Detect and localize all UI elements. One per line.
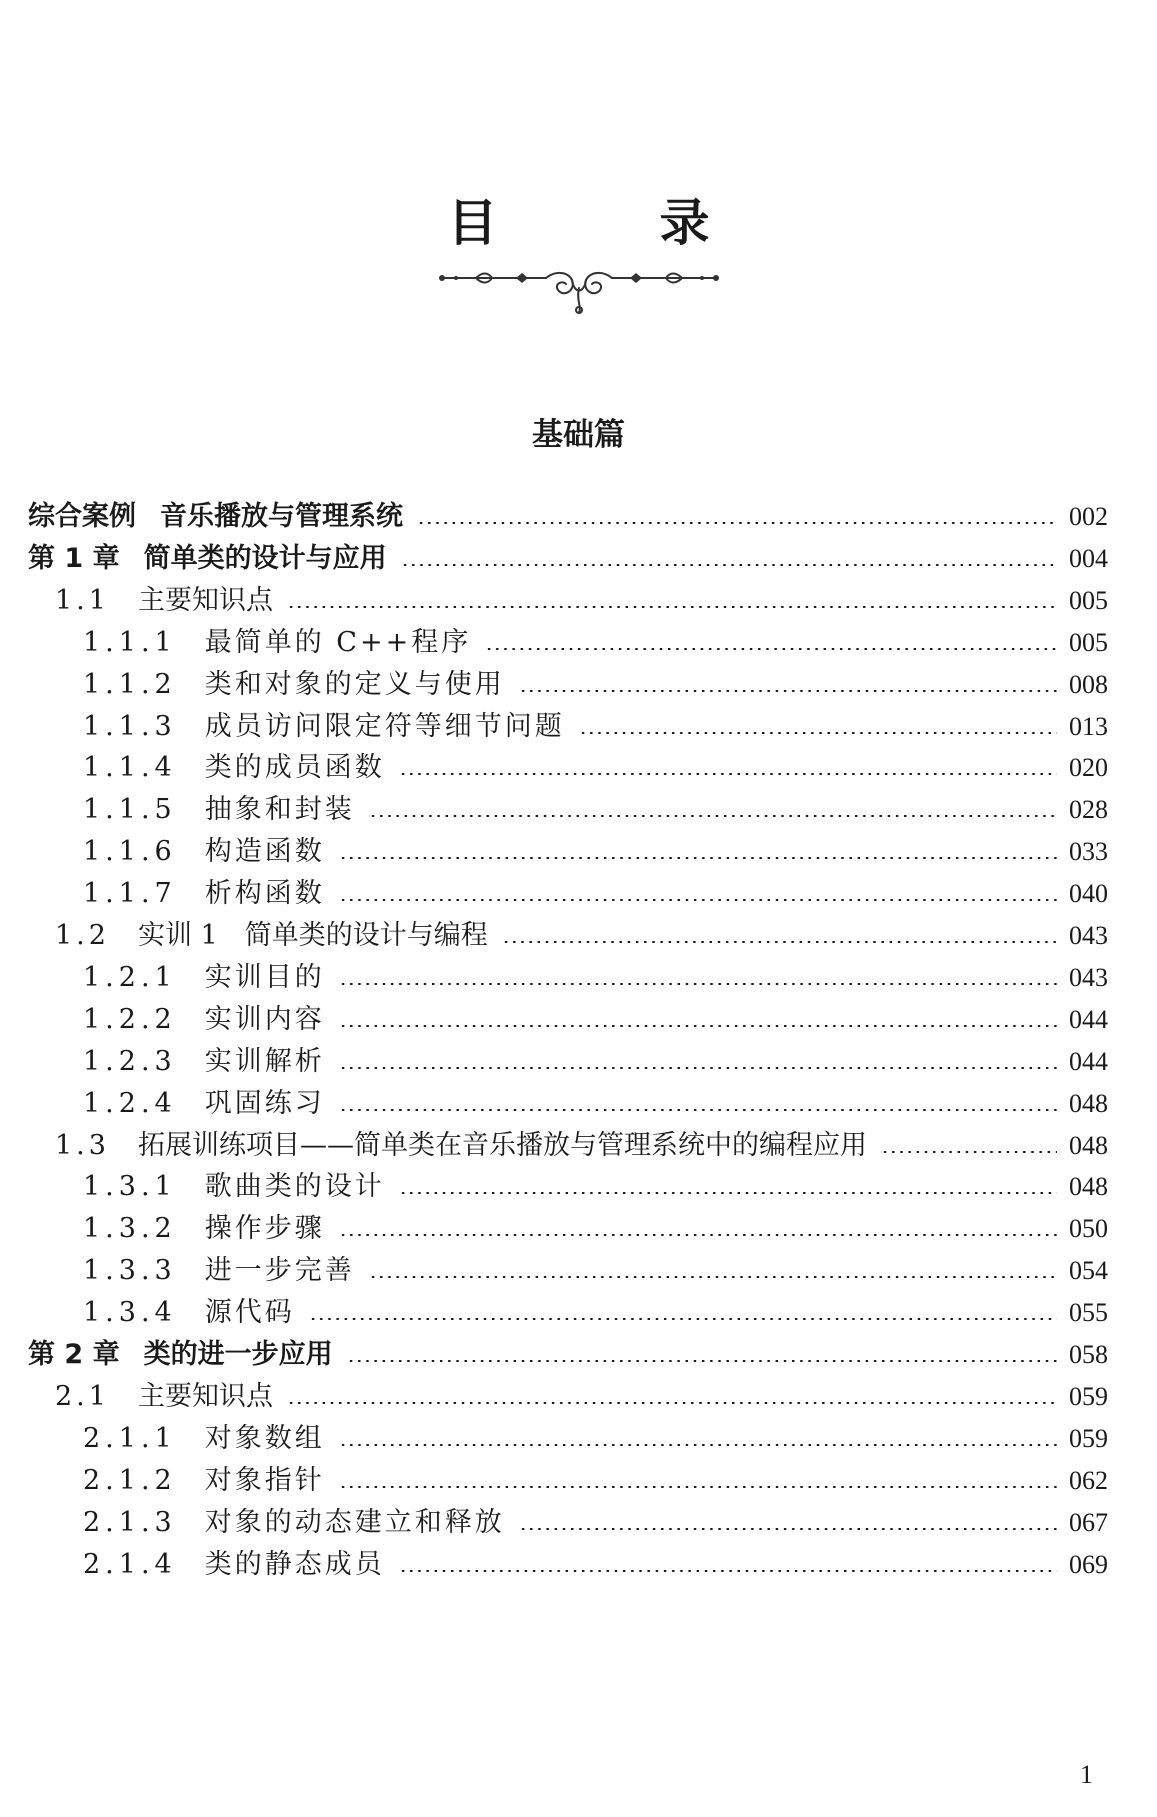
toc-entry-number: 2.1 xyxy=(55,1380,110,1412)
toc-entry-page: 004 xyxy=(1069,543,1108,573)
dot-leader xyxy=(417,522,1057,524)
toc-entry-number: 2.1.3 xyxy=(83,1506,177,1538)
toc-entry-label xyxy=(0,1129,867,1163)
toc-entry-page: 013 xyxy=(1069,711,1108,741)
toc-entry-title: 实训目的 xyxy=(204,961,325,993)
toc-entry-page: 044 xyxy=(1069,1004,1108,1034)
toc-entry-number: 第 1 章 xyxy=(28,542,120,574)
toc-entry-number: 1.1.2 xyxy=(83,668,177,700)
toc-entry-page: 002 xyxy=(1069,502,1108,531)
toc-entry-number: 1.2.2 xyxy=(83,1003,177,1035)
toc-entry-number: 综合案例 xyxy=(28,501,136,532)
toc-entry-page: 048 xyxy=(1069,1088,1108,1118)
toc-entry-title: 音乐播放与管理系统 xyxy=(160,501,403,532)
toc-entry-label xyxy=(0,1464,325,1498)
toc-entry[interactable] xyxy=(0,1160,1157,1204)
toc-entry[interactable] xyxy=(0,1077,1157,1121)
toc-entry[interactable] xyxy=(0,1119,1157,1163)
toc-entry-page: 069 xyxy=(1069,1549,1108,1579)
toc-entry-page: 048 xyxy=(1069,1172,1108,1202)
toc-entry[interactable] xyxy=(0,993,1157,1037)
toc-entry[interactable] xyxy=(0,1496,1157,1540)
toc-entry[interactable] xyxy=(0,1244,1157,1288)
dot-leader xyxy=(339,1486,1057,1488)
toc-entry[interactable] xyxy=(0,1370,1157,1414)
toc-entry-number: 1.1.1 xyxy=(83,626,177,658)
dot-leader xyxy=(401,564,1057,566)
toc-entry-title: 主要知识点 xyxy=(137,1380,273,1412)
toc-entry-label xyxy=(0,1296,295,1330)
toc-entry-number: 1.1.4 xyxy=(83,752,177,784)
dot-leader xyxy=(339,983,1057,985)
toc-entry-page: 067 xyxy=(1069,1507,1108,1537)
toc-entry-label xyxy=(0,1045,325,1079)
toc-entry-label xyxy=(0,500,403,534)
dot-leader xyxy=(519,690,1057,692)
toc-entry-page: 044 xyxy=(1069,1046,1108,1076)
dot-leader xyxy=(519,1528,1057,1530)
dot-leader xyxy=(339,1067,1057,1069)
toc-entry-label xyxy=(0,1254,355,1288)
toc-entry-page: 005 xyxy=(1069,585,1108,615)
toc-entry-title: 对象数组 xyxy=(204,1422,325,1454)
toc-entry-title: 类的成员函数 xyxy=(204,752,385,784)
dot-leader xyxy=(579,732,1057,734)
toc-entry[interactable] xyxy=(0,1538,1157,1582)
toc-entry[interactable] xyxy=(0,783,1157,827)
toc-entry-label xyxy=(0,1380,273,1414)
toc-entry-page: 059 xyxy=(1069,1381,1108,1411)
toc-entry[interactable] xyxy=(0,616,1157,660)
toc-entry-page: 059 xyxy=(1069,1423,1108,1453)
toc-entry-title: 类的静态成员 xyxy=(204,1548,385,1580)
toc-entry[interactable] xyxy=(0,532,1157,576)
toc-entry-title: 类和对象的定义与使用 xyxy=(204,668,505,700)
toc-entry-page: 055 xyxy=(1069,1298,1108,1328)
toc-entry-label xyxy=(0,1212,325,1246)
toc-entry[interactable] xyxy=(0,1412,1157,1456)
toc-entry-number: 2.1.2 xyxy=(83,1464,177,1496)
toc-entry-title: 主要知识点 xyxy=(137,584,273,616)
dot-leader xyxy=(287,1402,1057,1404)
toc-entry-number: 2.1.4 xyxy=(83,1548,177,1580)
toc-entry-page: 062 xyxy=(1069,1465,1108,1495)
dot-leader xyxy=(881,1151,1057,1153)
dot-leader xyxy=(339,857,1057,859)
toc-entry-title: 实训解析 xyxy=(204,1045,325,1077)
toc-entry-page: 054 xyxy=(1069,1256,1108,1286)
toc-entry-title: 操作步骤 xyxy=(204,1213,325,1245)
toc-entry-title: 成员访问限定符等细节问题 xyxy=(204,710,565,742)
toc-entry-number: 1.2.4 xyxy=(83,1087,177,1119)
toc-entry-title: 巩固练习 xyxy=(204,1087,325,1119)
toc-entry-title: 类的进一步应用 xyxy=(143,1339,333,1370)
toc-entry-number: 1.3.2 xyxy=(83,1213,177,1245)
toc-entry-label xyxy=(0,542,387,576)
toc-entry[interactable] xyxy=(0,1328,1157,1372)
toc-entry-label xyxy=(0,793,355,827)
toc-entry-title: 源代码 xyxy=(204,1297,295,1329)
toc-entry-label xyxy=(0,1338,333,1372)
toc-entry-title: 实训内容 xyxy=(204,1003,325,1035)
toc-entry-label xyxy=(0,919,488,953)
toc-entry-page: 043 xyxy=(1069,921,1108,950)
toc-entry[interactable] xyxy=(0,1202,1157,1246)
toc-entry-page: 048 xyxy=(1069,1130,1108,1160)
toc-entry-label xyxy=(0,1170,385,1204)
dot-leader xyxy=(339,1444,1057,1446)
dot-leader xyxy=(502,941,1057,943)
toc-entry-title: 歌曲类的设计 xyxy=(204,1171,385,1203)
dot-leader xyxy=(399,1192,1057,1194)
toc-entry-label xyxy=(0,1003,325,1037)
toc-entry-label xyxy=(0,1422,325,1456)
toc-entry-number: 1.3 xyxy=(55,1129,110,1161)
toc-entry-label xyxy=(0,961,325,995)
toc-entry-title: 析构函数 xyxy=(204,878,325,910)
toc-entry[interactable] xyxy=(0,951,1157,995)
dot-leader xyxy=(485,648,1057,650)
toc-entry[interactable] xyxy=(0,700,1157,744)
toc-entry-title: 对象的动态建立和释放 xyxy=(204,1506,505,1538)
toc-entry-label xyxy=(0,626,471,660)
toc-entry-title: 拓展训练项目——简单类在音乐播放与管理系统中的编程应用 xyxy=(137,1129,867,1161)
toc-entry-title: 构造函数 xyxy=(204,836,325,868)
toc-entry-page: 005 xyxy=(1069,627,1108,657)
page-number: 1 xyxy=(1080,1760,1093,1789)
dot-leader xyxy=(339,1109,1057,1111)
dot-leader xyxy=(399,1570,1057,1572)
toc-entry-label xyxy=(0,1506,505,1540)
toc-entry[interactable] xyxy=(0,741,1157,785)
toc-entry-page: 008 xyxy=(1069,669,1108,699)
toc-entry[interactable] xyxy=(0,658,1157,702)
toc-entry[interactable] xyxy=(0,825,1157,869)
toc-entry-label xyxy=(0,668,505,702)
toc-entry[interactable] xyxy=(0,1035,1157,1079)
toc-entry-number: 1.1.6 xyxy=(83,836,177,868)
dot-leader xyxy=(347,1360,1057,1362)
toc-entry-number: 1.3.3 xyxy=(83,1255,177,1287)
toc-entry[interactable] xyxy=(0,1286,1157,1330)
toc-entry-title: 简单类的设计与应用 xyxy=(143,542,387,574)
toc-entry[interactable] xyxy=(0,867,1157,911)
dot-leader xyxy=(369,1276,1057,1278)
toc-entry-title: 最简单的 C++程序 xyxy=(204,626,472,658)
toc-entry-label xyxy=(0,751,385,785)
toc-entry-page: 020 xyxy=(1069,753,1108,783)
page-title: 目 录 xyxy=(447,194,766,252)
dot-leader xyxy=(399,773,1057,775)
dot-leader xyxy=(339,1025,1057,1027)
toc-entry-number: 1.1.3 xyxy=(83,710,177,742)
toc-entry-number: 第 2 章 xyxy=(28,1339,120,1370)
dot-leader xyxy=(339,1234,1057,1236)
toc-entry-number: 1.1 xyxy=(55,584,110,616)
toc-entry-number: 1.2 xyxy=(55,920,110,951)
dot-leader xyxy=(287,606,1057,608)
toc-entry-page: 033 xyxy=(1069,837,1108,867)
toc-entry-label xyxy=(0,710,565,744)
toc-entry-number: 1.1.5 xyxy=(83,794,177,826)
toc-entry-page: 028 xyxy=(1069,795,1108,825)
dot-leader xyxy=(369,815,1057,817)
toc-entry[interactable] xyxy=(0,909,1157,953)
toc-entry[interactable] xyxy=(0,490,1157,534)
toc-entry-number: 1.2.3 xyxy=(83,1045,177,1077)
toc-entry-label xyxy=(0,835,325,869)
toc-entry-title: 对象指针 xyxy=(204,1464,325,1496)
toc-entry-number: 1.2.1 xyxy=(83,961,177,993)
toc-entry-number: 1.1.7 xyxy=(83,878,177,910)
toc-entry-label xyxy=(0,584,273,618)
toc-entry-number: 1.3.1 xyxy=(83,1171,177,1203)
dot-leader xyxy=(339,899,1057,901)
dot-leader xyxy=(309,1318,1057,1320)
toc-entry[interactable] xyxy=(0,574,1157,618)
toc-entry-title: 进一步完善 xyxy=(204,1255,355,1287)
section-heading: 基础篇 xyxy=(532,417,625,453)
toc-entry-title: 抽象和封装 xyxy=(204,794,355,826)
toc-entry-label xyxy=(0,1087,325,1121)
scroll-flourish-icon xyxy=(436,268,722,316)
toc-entry-page: 050 xyxy=(1069,1214,1108,1244)
toc-entry-number: 2.1.1 xyxy=(83,1422,177,1454)
toc-entry-page: 040 xyxy=(1069,879,1108,909)
toc-entry-number: 1.3.4 xyxy=(83,1297,177,1329)
toc-entry-title: 实训 1 简单类的设计与编程 xyxy=(137,920,488,951)
toc-entry-label xyxy=(0,1548,385,1582)
toc-entry-label xyxy=(0,877,325,911)
toc-entry[interactable] xyxy=(0,1454,1157,1498)
toc-entry-page: 058 xyxy=(1069,1340,1108,1369)
toc-entry-page: 043 xyxy=(1069,962,1108,992)
